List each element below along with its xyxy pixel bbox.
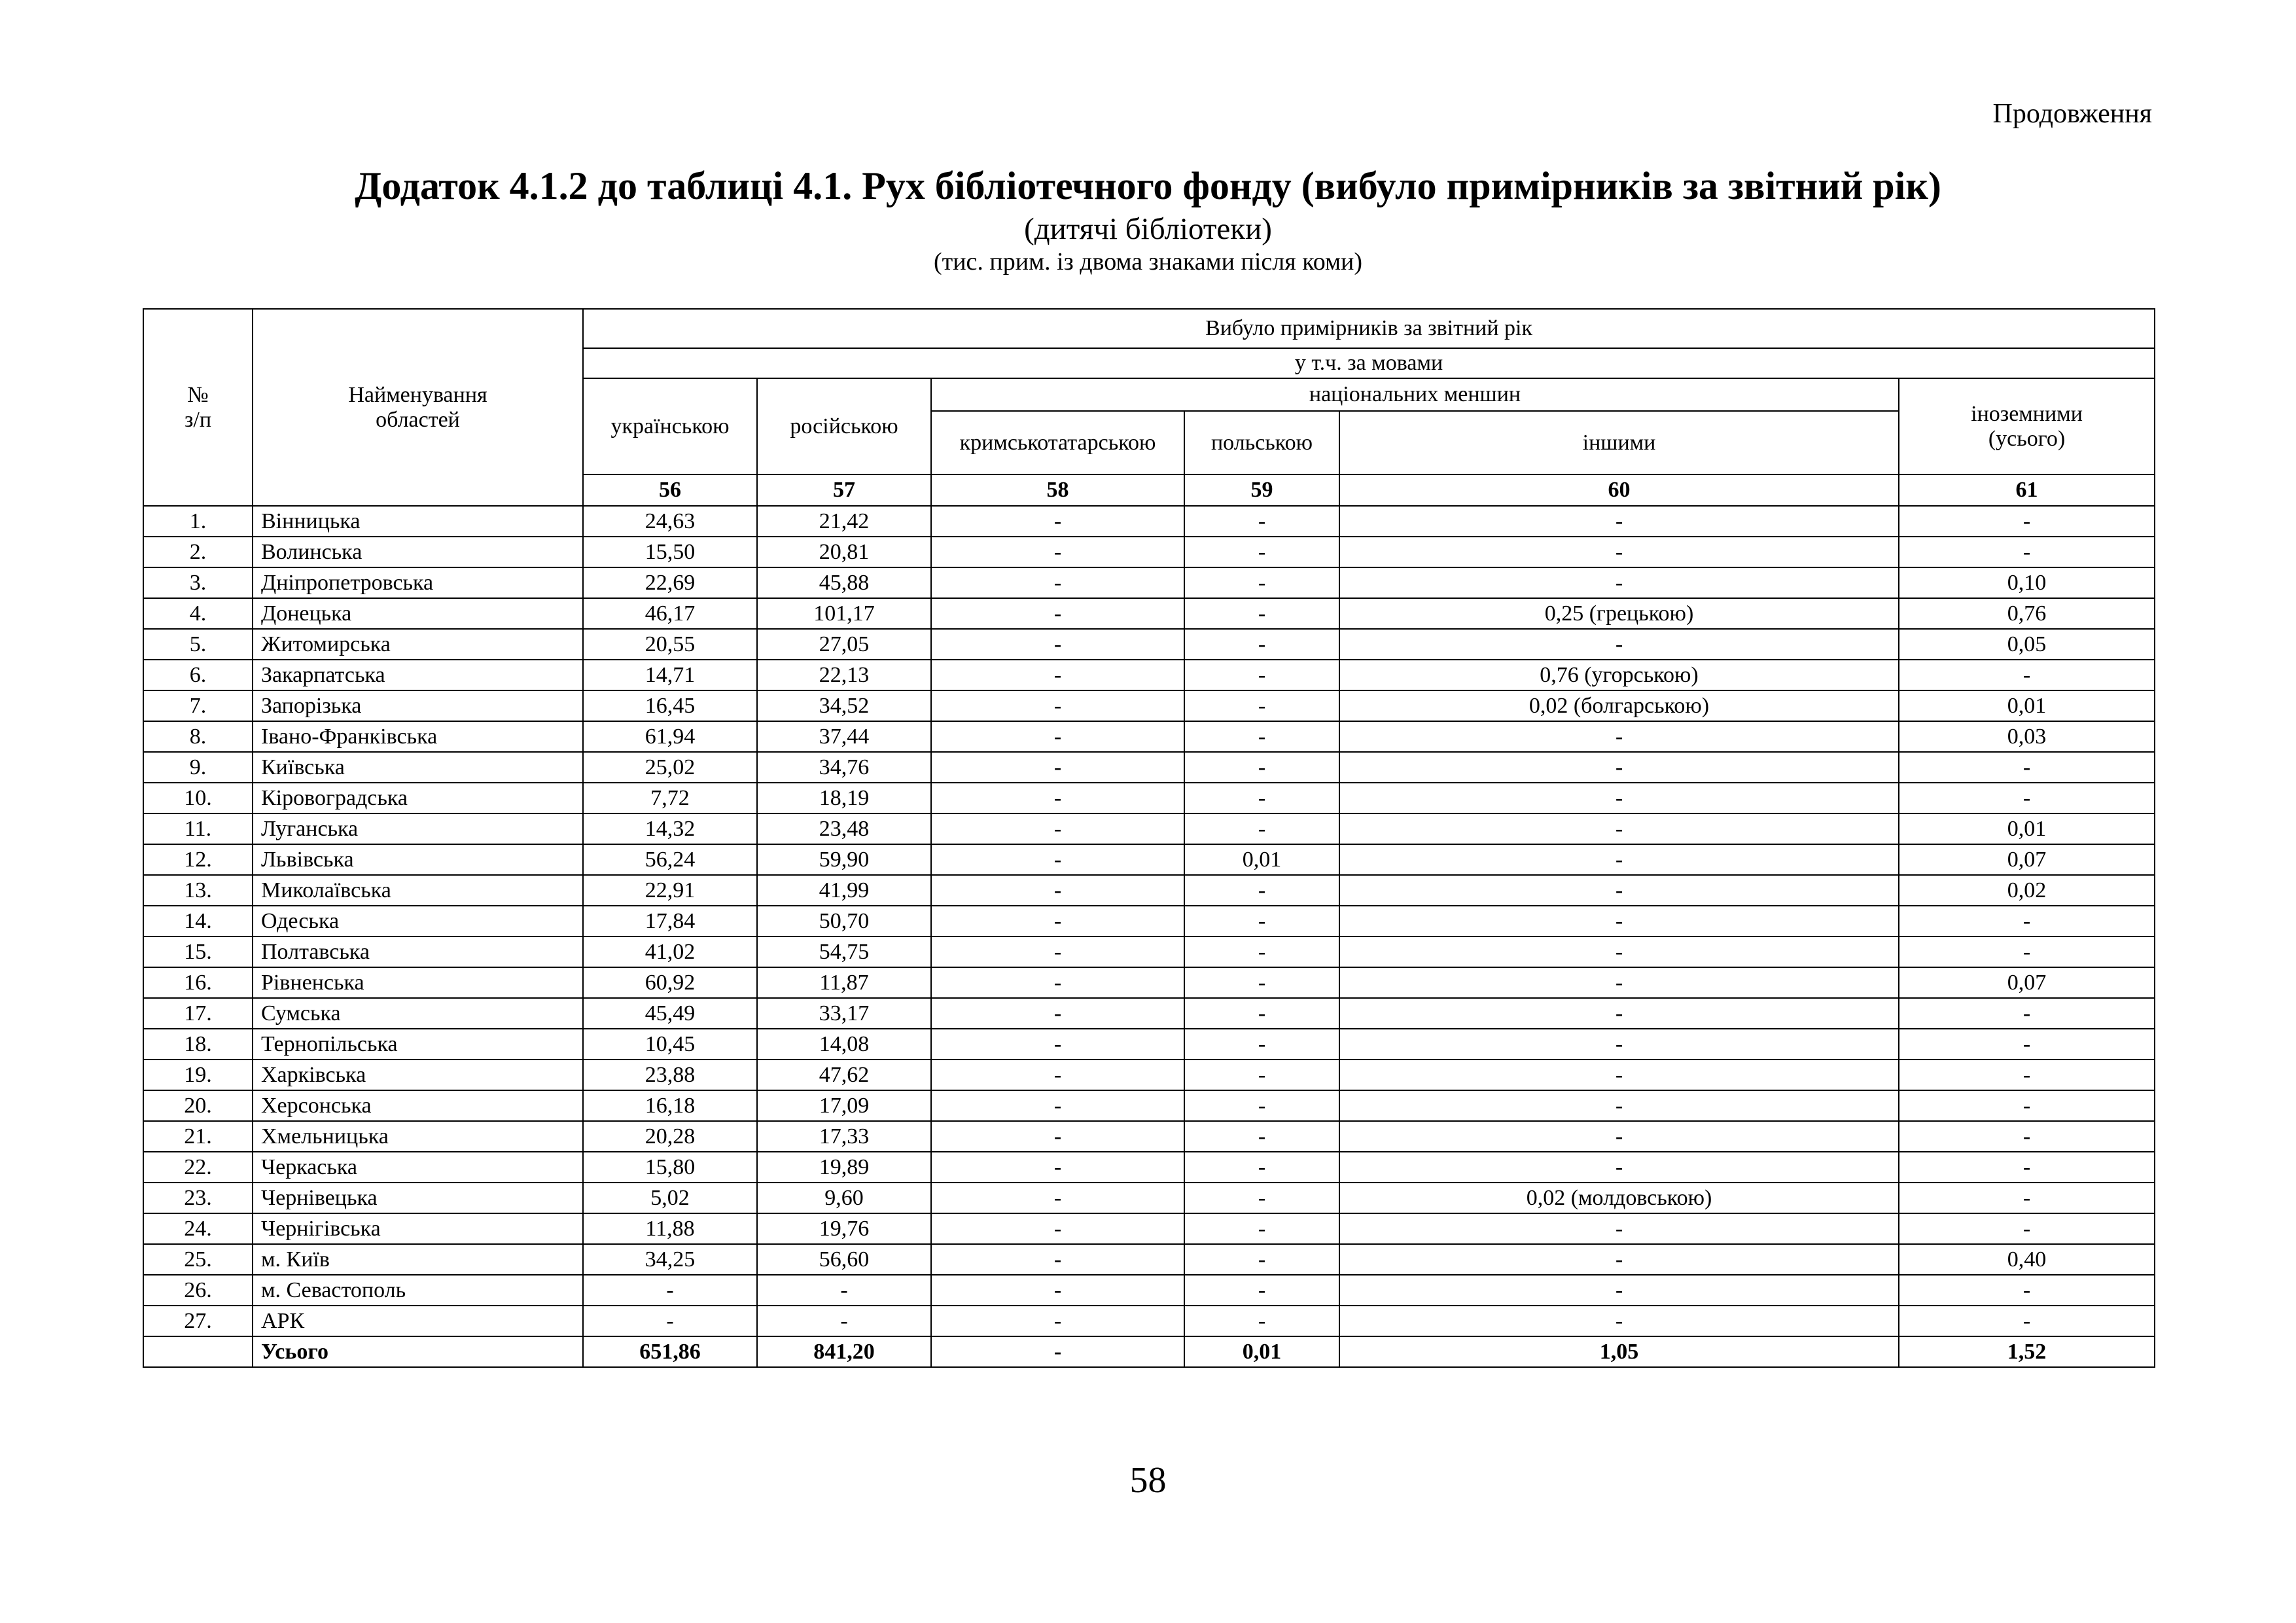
value-cell-58: - <box>931 906 1184 936</box>
value-cell-57: 34,52 <box>757 690 931 721</box>
row-number-cell: 17. <box>143 998 253 1029</box>
header-russian: російською <box>757 378 931 474</box>
value-cell-56: 16,45 <box>583 690 757 721</box>
row-number-cell: 21. <box>143 1121 253 1152</box>
value-cell-61: - <box>1899 936 2155 967</box>
row-number-cell: 26. <box>143 1275 253 1306</box>
units-note: (тис. прим. із двома знаками після коми) <box>933 248 1363 276</box>
region-name-cell: Івано-Франківська <box>253 721 583 752</box>
value-cell-61: - <box>1899 1090 2155 1121</box>
row-number-cell: 1. <box>143 506 253 537</box>
table-row <box>143 1213 2155 1244</box>
value-cell-58: - <box>931 998 1184 1029</box>
row-number-cell: 7. <box>143 690 253 721</box>
library-fund-table <box>143 308 2155 1368</box>
table-row <box>143 752 2155 783</box>
value-cell-61: - <box>1899 660 2155 690</box>
value-cell-57: - <box>757 1306 931 1336</box>
value-cell-58: - <box>931 967 1184 998</box>
region-name-cell: Донецька <box>253 598 583 629</box>
value-cell-58: - <box>931 721 1184 752</box>
value-cell-57: 19,76 <box>757 1213 931 1244</box>
value-cell-58: - <box>931 690 1184 721</box>
value-cell-60: - <box>1339 537 1899 567</box>
value-cell-56: 15,50 <box>583 537 757 567</box>
value-cell-57: 33,17 <box>757 998 931 1029</box>
table-row <box>143 1244 2155 1275</box>
row-number-cell: 19. <box>143 1060 253 1090</box>
value-cell-60: - <box>1339 906 1899 936</box>
value-cell-60: - <box>1339 1090 1899 1121</box>
value-cell-56: 25,02 <box>583 752 757 783</box>
value-cell-58: - <box>931 660 1184 690</box>
region-name-cell: Харківська <box>253 1060 583 1090</box>
value-cell-61: 0,01 <box>1899 813 2155 844</box>
value-cell-60: - <box>1339 1275 1899 1306</box>
row-number-cell: 27. <box>143 1306 253 1336</box>
row-number-cell: 23. <box>143 1183 253 1213</box>
value-cell-61: 0,07 <box>1899 967 2155 998</box>
value-cell-57: 14,08 <box>757 1029 931 1060</box>
value-cell-56: 41,02 <box>583 936 757 967</box>
header-other: іншими <box>1339 411 1899 474</box>
value-cell-58: - <box>931 598 1184 629</box>
value-cell-59: - <box>1184 875 1339 906</box>
value-cell-57: 47,62 <box>757 1060 931 1090</box>
value-cell-58: - <box>931 1306 1184 1336</box>
table-row <box>143 906 2155 936</box>
table-row <box>143 721 2155 752</box>
value-cell-59: - <box>1184 537 1339 567</box>
value-cell-59: - <box>1184 721 1339 752</box>
value-cell-57: 27,05 <box>757 629 931 660</box>
region-name-cell: Херсонська <box>253 1090 583 1121</box>
value-cell-59: - <box>1184 1060 1339 1090</box>
region-name-cell: Одеська <box>253 906 583 936</box>
region-name-cell: Вінницька <box>253 506 583 537</box>
header-by-language: у т.ч. за мовами <box>583 348 2155 378</box>
value-cell-61: - <box>1899 1306 2155 1336</box>
region-name-cell: Львівська <box>253 844 583 875</box>
value-cell-61: 0,07 <box>1899 844 2155 875</box>
value-cell-59: - <box>1184 1306 1339 1336</box>
value-cell-61: 1,52 <box>1899 1336 2155 1367</box>
value-cell-57: 17,33 <box>757 1121 931 1152</box>
header-foreign <box>1899 378 2155 474</box>
table-row <box>143 1029 2155 1060</box>
value-cell-56: 60,92 <box>583 967 757 998</box>
value-cell-56: 14,71 <box>583 660 757 690</box>
value-cell-57: 17,09 <box>757 1090 931 1121</box>
value-cell-59: - <box>1184 1090 1339 1121</box>
value-cell-58: - <box>931 1183 1184 1213</box>
value-cell-61: 0,01 <box>1899 690 2155 721</box>
value-cell-61: 0,02 <box>1899 875 2155 906</box>
table-row <box>143 1306 2155 1336</box>
value-cell-59: 0,01 <box>1184 1336 1339 1367</box>
row-number-cell: 9. <box>143 752 253 783</box>
table-row <box>143 1090 2155 1121</box>
value-cell-59: - <box>1184 629 1339 660</box>
value-cell-57: 9,60 <box>757 1183 931 1213</box>
region-name-cell: Сумська <box>253 998 583 1029</box>
value-cell-57: 11,87 <box>757 967 931 998</box>
value-cell-58: - <box>931 567 1184 598</box>
table-row <box>143 690 2155 721</box>
header-removed: Вибуло примірників за звітний рік <box>583 309 2155 348</box>
value-cell-56: 56,24 <box>583 844 757 875</box>
value-cell-61: - <box>1899 1029 2155 1060</box>
value-cell-61: - <box>1899 1183 2155 1213</box>
value-cell-56: 14,32 <box>583 813 757 844</box>
value-cell-56: 16,18 <box>583 1090 757 1121</box>
value-cell-60: 0,76 (угорською) <box>1339 660 1899 690</box>
value-cell-57: 19,89 <box>757 1152 931 1183</box>
value-cell-61: 0,76 <box>1899 598 2155 629</box>
continuation-label: Продовження <box>1992 99 2152 129</box>
value-cell-61: 0,40 <box>1899 1244 2155 1275</box>
value-cell-57: 20,81 <box>757 537 931 567</box>
header-region-text: Найменування областей <box>348 383 487 432</box>
value-cell-58: - <box>931 752 1184 783</box>
region-name-cell: Чернівецька <box>253 1183 583 1213</box>
table-row <box>143 629 2155 660</box>
value-cell-58: - <box>931 783 1184 813</box>
header-ukrainian: українською <box>583 378 757 474</box>
value-cell-61: - <box>1899 906 2155 936</box>
region-name-cell: Усього <box>253 1336 583 1367</box>
value-cell-57: 21,42 <box>757 506 931 537</box>
value-cell-58: - <box>931 506 1184 537</box>
region-name-cell: Рівненська <box>253 967 583 998</box>
row-number-cell: 5. <box>143 629 253 660</box>
value-cell-59: - <box>1184 752 1339 783</box>
value-cell-60: - <box>1339 844 1899 875</box>
value-cell-58: - <box>931 1152 1184 1183</box>
column-number: 59 <box>1184 474 1339 506</box>
value-cell-59: - <box>1184 598 1339 629</box>
value-cell-59: - <box>1184 1029 1339 1060</box>
value-cell-61: - <box>1899 998 2155 1029</box>
value-cell-59: - <box>1184 783 1339 813</box>
table-row <box>143 967 2155 998</box>
value-cell-59: - <box>1184 1152 1339 1183</box>
value-cell-58: - <box>931 875 1184 906</box>
row-number-cell: 10. <box>143 783 253 813</box>
value-cell-58: - <box>931 1336 1184 1367</box>
value-cell-57: 34,76 <box>757 752 931 783</box>
column-number: 57 <box>757 474 931 506</box>
value-cell-57: 41,99 <box>757 875 931 906</box>
column-number: 60 <box>1339 474 1899 506</box>
value-cell-60: - <box>1339 1060 1899 1090</box>
table-row <box>143 537 2155 567</box>
value-cell-60: - <box>1339 967 1899 998</box>
region-name-cell: АРК <box>253 1306 583 1336</box>
row-number-cell: 20. <box>143 1090 253 1121</box>
table-row <box>143 1121 2155 1152</box>
row-number-cell: 2. <box>143 537 253 567</box>
row-number-cell: 4. <box>143 598 253 629</box>
value-cell-59: - <box>1184 567 1339 598</box>
row-number-cell: 16. <box>143 967 253 998</box>
document-title: Додаток 4.1.2 до таблиці 4.1. Рух бібліотечного фонду (вибуло примірників за звітний рік) <box>355 164 1941 207</box>
total-row <box>143 1336 2155 1367</box>
value-cell-56: 20,28 <box>583 1121 757 1152</box>
value-cell-61: - <box>1899 783 2155 813</box>
value-cell-60: - <box>1339 506 1899 537</box>
column-number: 61 <box>1899 474 2155 506</box>
header-national-minorities: національних меншин <box>931 378 1899 411</box>
table-row <box>143 936 2155 967</box>
value-cell-56: 5,02 <box>583 1183 757 1213</box>
value-cell-61: - <box>1899 1060 2155 1090</box>
value-cell-59: - <box>1184 967 1339 998</box>
row-number-cell: 13. <box>143 875 253 906</box>
region-name-cell: Київська <box>253 752 583 783</box>
table-row <box>143 506 2155 537</box>
region-name-cell: Полтавська <box>253 936 583 967</box>
value-cell-60: - <box>1339 936 1899 967</box>
value-cell-60: - <box>1339 998 1899 1029</box>
value-cell-60: - <box>1339 567 1899 598</box>
region-name-cell: Хмельницька <box>253 1121 583 1152</box>
value-cell-60: - <box>1339 1152 1899 1183</box>
value-cell-58: - <box>931 1275 1184 1306</box>
header-polish: польською <box>1184 411 1339 474</box>
column-number: 58 <box>931 474 1184 506</box>
value-cell-57: 54,75 <box>757 936 931 967</box>
value-cell-56: - <box>583 1275 757 1306</box>
table-row <box>143 1183 2155 1213</box>
value-cell-60: - <box>1339 1306 1899 1336</box>
region-name-cell: м. Київ <box>253 1244 583 1275</box>
value-cell-60: 0,02 (болгарською) <box>1339 690 1899 721</box>
value-cell-57: 50,70 <box>757 906 931 936</box>
table-row <box>143 1060 2155 1090</box>
value-cell-56: 7,72 <box>583 783 757 813</box>
row-number-cell: 6. <box>143 660 253 690</box>
document-subtitle: (дитячі бібліотеки) <box>1024 212 1272 246</box>
value-cell-58: - <box>931 1121 1184 1152</box>
value-cell-60: - <box>1339 1213 1899 1244</box>
value-cell-59: - <box>1184 1244 1339 1275</box>
column-number: 56 <box>583 474 757 506</box>
value-cell-56: 22,69 <box>583 567 757 598</box>
region-name-cell: Кіровоградська <box>253 783 583 813</box>
value-cell-60: - <box>1339 1244 1899 1275</box>
value-cell-58: - <box>931 1060 1184 1090</box>
value-cell-59: - <box>1184 1183 1339 1213</box>
row-number-cell <box>143 1336 253 1367</box>
value-cell-61: - <box>1899 1275 2155 1306</box>
value-cell-57: 22,13 <box>757 660 931 690</box>
value-cell-60: - <box>1339 875 1899 906</box>
value-cell-58: - <box>931 537 1184 567</box>
value-cell-59: - <box>1184 1213 1339 1244</box>
value-cell-56: 10,45 <box>583 1029 757 1060</box>
value-cell-60: - <box>1339 1121 1899 1152</box>
value-cell-56: 34,25 <box>583 1244 757 1275</box>
value-cell-61: - <box>1899 1121 2155 1152</box>
region-name-cell: Тернопільська <box>253 1029 583 1060</box>
value-cell-60: 0,02 (молдовською) <box>1339 1183 1899 1213</box>
value-cell-58: - <box>931 1090 1184 1121</box>
row-number-cell: 12. <box>143 844 253 875</box>
value-cell-60: - <box>1339 813 1899 844</box>
value-cell-59: - <box>1184 813 1339 844</box>
value-cell-59: - <box>1184 936 1339 967</box>
value-cell-57: 841,20 <box>757 1336 931 1367</box>
table-row <box>143 660 2155 690</box>
value-cell-56: 11,88 <box>583 1213 757 1244</box>
value-cell-58: - <box>931 629 1184 660</box>
value-cell-57: 37,44 <box>757 721 931 752</box>
header-crimean-tatar: кримськотатарською <box>931 411 1184 474</box>
value-cell-61: - <box>1899 1152 2155 1183</box>
table-row <box>143 1152 2155 1183</box>
value-cell-58: - <box>931 936 1184 967</box>
row-number-cell: 25. <box>143 1244 253 1275</box>
row-number-cell: 8. <box>143 721 253 752</box>
value-cell-58: - <box>931 844 1184 875</box>
region-name-cell: Миколаївська <box>253 875 583 906</box>
value-cell-57: 101,17 <box>757 598 931 629</box>
region-name-cell: Чернігівська <box>253 1213 583 1244</box>
value-cell-56: 22,91 <box>583 875 757 906</box>
row-number-cell: 18. <box>143 1029 253 1060</box>
row-number-cell: 22. <box>143 1152 253 1183</box>
table-row <box>143 1275 2155 1306</box>
header-region <box>253 309 583 506</box>
region-name-cell: Черкаська <box>253 1152 583 1183</box>
table-row <box>143 567 2155 598</box>
value-cell-56: - <box>583 1306 757 1336</box>
value-cell-61: - <box>1899 506 2155 537</box>
value-cell-59: - <box>1184 1121 1339 1152</box>
value-cell-56: 24,63 <box>583 506 757 537</box>
value-cell-61: - <box>1899 1213 2155 1244</box>
value-cell-56: 651,86 <box>583 1336 757 1367</box>
region-name-cell: м. Севастополь <box>253 1275 583 1306</box>
value-cell-60: - <box>1339 1029 1899 1060</box>
region-name-cell: Житомирська <box>253 629 583 660</box>
value-cell-58: - <box>931 813 1184 844</box>
value-cell-59: - <box>1184 1275 1339 1306</box>
region-name-cell: Дніпропетровська <box>253 567 583 598</box>
row-number-cell: 15. <box>143 936 253 967</box>
row-number-cell: 11. <box>143 813 253 844</box>
table-row <box>143 783 2155 813</box>
value-cell-61: - <box>1899 752 2155 783</box>
value-cell-57: 18,19 <box>757 783 931 813</box>
value-cell-57: 56,60 <box>757 1244 931 1275</box>
region-name-cell: Луганська <box>253 813 583 844</box>
value-cell-57: 23,48 <box>757 813 931 844</box>
value-cell-61: 0,03 <box>1899 721 2155 752</box>
table-row <box>143 598 2155 629</box>
row-number-cell: 3. <box>143 567 253 598</box>
value-cell-56: 17,84 <box>583 906 757 936</box>
region-name-cell: Закарпатська <box>253 660 583 690</box>
header-number-text: № з/п <box>184 383 212 432</box>
value-cell-59: - <box>1184 506 1339 537</box>
value-cell-60: 1,05 <box>1339 1336 1899 1367</box>
value-cell-61: 0,10 <box>1899 567 2155 598</box>
value-cell-58: - <box>931 1213 1184 1244</box>
value-cell-57: 59,90 <box>757 844 931 875</box>
value-cell-59: - <box>1184 660 1339 690</box>
value-cell-59: - <box>1184 998 1339 1029</box>
value-cell-60: - <box>1339 721 1899 752</box>
value-cell-60: - <box>1339 629 1899 660</box>
value-cell-60: 0,25 (грецькою) <box>1339 598 1899 629</box>
header-foreign-text: іноземними (усього) <box>1971 402 2083 451</box>
value-cell-61: - <box>1899 537 2155 567</box>
table-row <box>143 998 2155 1029</box>
row-number-cell: 14. <box>143 906 253 936</box>
row-number-cell: 24. <box>143 1213 253 1244</box>
value-cell-58: - <box>931 1244 1184 1275</box>
header-number <box>143 309 253 506</box>
value-cell-57: - <box>757 1275 931 1306</box>
value-cell-56: 61,94 <box>583 721 757 752</box>
value-cell-56: 23,88 <box>583 1060 757 1090</box>
page-number: 58 <box>1129 1460 1167 1501</box>
value-cell-61: 0,05 <box>1899 629 2155 660</box>
table-row <box>143 875 2155 906</box>
value-cell-56: 45,49 <box>583 998 757 1029</box>
value-cell-57: 45,88 <box>757 567 931 598</box>
table-body <box>143 506 2155 1367</box>
table-row <box>143 813 2155 844</box>
value-cell-60: - <box>1339 752 1899 783</box>
value-cell-56: 20,55 <box>583 629 757 660</box>
region-name-cell: Волинська <box>253 537 583 567</box>
value-cell-59: 0,01 <box>1184 844 1339 875</box>
value-cell-59: - <box>1184 906 1339 936</box>
value-cell-56: 46,17 <box>583 598 757 629</box>
value-cell-58: - <box>931 1029 1184 1060</box>
value-cell-56: 15,80 <box>583 1152 757 1183</box>
value-cell-60: - <box>1339 783 1899 813</box>
value-cell-59: - <box>1184 690 1339 721</box>
table-row <box>143 844 2155 875</box>
region-name-cell: Запорізька <box>253 690 583 721</box>
